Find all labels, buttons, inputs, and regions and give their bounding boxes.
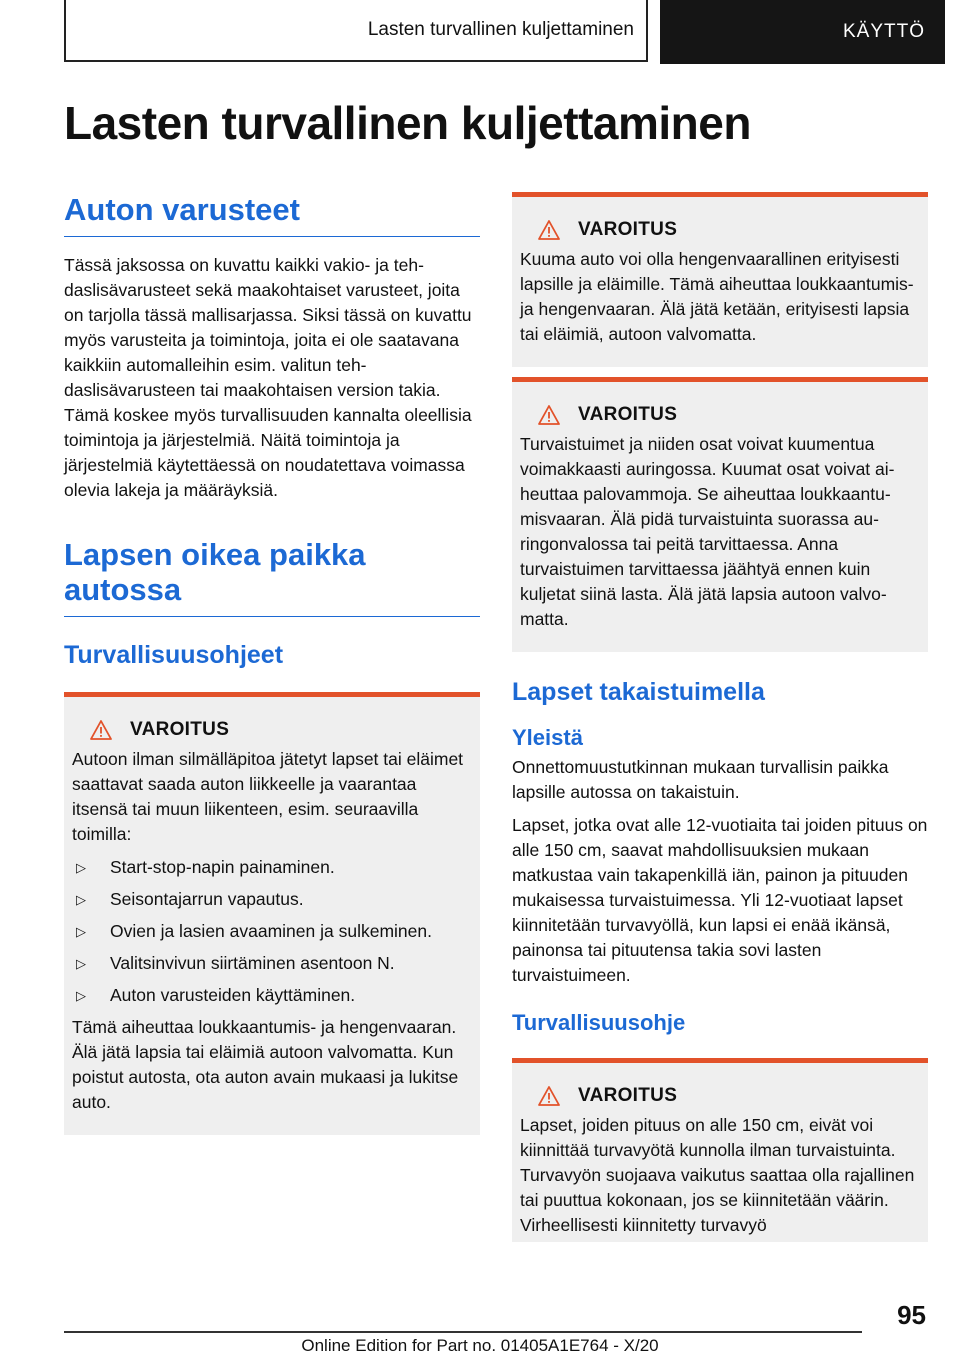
warning-triangle-icon bbox=[538, 220, 560, 240]
warning-triangle-icon bbox=[538, 1086, 560, 1106]
header-chapter-tab bbox=[660, 0, 945, 64]
warning-box-hot-seat bbox=[512, 377, 928, 652]
triangle-bullet-icon: ▷ bbox=[76, 891, 86, 907]
header-section-title: Lasten turvallinen kuljettaminen bbox=[367, 19, 634, 40]
left-column bbox=[64, 192, 480, 1135]
warning-text: Kuuma auto voi olla hengenvaarallinen erityisesti lapsille ja eläimille. Tämä aiheuttaa loukkaantumis- ja hengenvaaran. Älä jätä ketään, erityisesti lapsia tai eläimiä, autoon valvomatta. bbox=[520, 249, 914, 344]
footer-divider bbox=[64, 1331, 862, 1333]
header-chapter-label: KÄYTTÖ bbox=[842, 21, 925, 42]
warning-box-left bbox=[64, 692, 480, 1135]
warning-title: VAROITUS bbox=[578, 1085, 678, 1106]
heading-lapsen-paikka: Lapsen oikea paikka autossa bbox=[64, 537, 480, 617]
warning-title: VAROITUS bbox=[578, 404, 678, 425]
paragraph-safest-place: Onnettomuustutkinnan mukaan turvallisin paikka lapsille autossa on takaistuin. bbox=[512, 757, 889, 802]
header-section-tab bbox=[64, 0, 648, 62]
warning-box-seatbelt bbox=[512, 1058, 928, 1242]
triangle-bullet-icon: ▷ bbox=[76, 955, 86, 971]
heading-auton-varusteet: Auton varusteet bbox=[64, 192, 480, 237]
paragraph-child-seat: Lapset, jotka ovat alle 12-vuotiaita tai joiden pituus on alle 150 cm, saavat mahdollisuuksien mukaan matkustaa vain takapenkillä iän, painon ja pituuden mukaisessa turvaistuimessa. Yli 12-vuotiaat lapset kiinnitetään turvavyöllä, kun lapsi ei enää ikänsä, painonsa tai pituutensa takia sovi lasten turvaistuimeen. bbox=[512, 815, 928, 985]
triangle-bullet-icon: ▷ bbox=[76, 987, 86, 1003]
warning-outro: Tämä aiheuttaa loukkaantumis- ja hengenvaaran. Älä jätä lapsia tai eläimiä autoon valvomatta. Kun poistut autosta, ota auton avain mukaasi ja lukitse auto. bbox=[72, 1016, 459, 1112]
warning-title: VAROITUS bbox=[578, 219, 678, 240]
warning-text: Turvaistuimet ja niiden osat voivat kuumentua voimakkaasti auringossa. Kuumat osat voivat aiheuttaa palovammoja. Se aiheuttaa loukkaantumisvaaran. Älä pidä turvaistuinta suorassa auringonvalossa tai peitä tarvittaessa. Anna turvaistuimen tarvittaessa jäähtyä ennen kuin kuljetat siinä lasta. Älä jätä lapsia autoon valvomatta. bbox=[520, 434, 895, 629]
warning-triangle-icon bbox=[90, 720, 112, 740]
warning-triangle-icon bbox=[538, 405, 560, 425]
heading-lapset-takaistuimella: Lapset takaistuimella bbox=[512, 678, 765, 706]
triangle-bullet-icon: ▷ bbox=[76, 859, 86, 875]
page-number: 95 bbox=[897, 1300, 926, 1330]
list-item: ▷ Auton varusteiden käyttäminen. bbox=[72, 983, 472, 1008]
list-item: ▷ Valitsinvivun siirtäminen asentoon N. bbox=[72, 951, 472, 976]
warning-list bbox=[72, 855, 472, 1008]
list-item: ▷ Seisontajarrun vapautus. bbox=[72, 887, 472, 912]
warning-intro: Autoon ilman silmälläpitoa jätetyt lapset tai eläimet saattavat saada auton liikkeelle ja vaarantaa itsensä tai muun liikenteen, esim. seuraavilla toimilla: bbox=[72, 748, 464, 844]
footer-edition: Online Edition for Part no. 01405A1E764 - X/20 bbox=[301, 1336, 659, 1355]
page-title: Lasten turvallinen kuljettaminen bbox=[64, 97, 751, 149]
heading-yleista: Yleistä bbox=[512, 725, 583, 750]
warning-title: VAROITUS bbox=[130, 718, 230, 740]
right-column bbox=[512, 192, 928, 1242]
warning-box-hot-car bbox=[512, 192, 928, 367]
paragraph-equipment: Tässä jaksossa on kuvattu kaikki vakio- ja tehdaslisävarusteet sekä maakohtaiset varusteet, joita on tarjolla tässä mallisarjassa. Siksi tässä on kuvattu myös varusteita ja toimintoja, joita ei ole saatavana kaikkiin automalleihin esim. valitun tehdaslisävarusteen tai maakohtaisen version takia. Tämä koskee myös turvallisuuden kannalta oleellisia toimintoja ja järjestelmiä. Näitä toimintoja ja järjestelmiä käytettäessä on noudatettava voimassa olevia lakeja ja määräyksiä. bbox=[64, 254, 472, 500]
warning-text: Lapset, joiden pituus on alle 150 cm, eivät voi kiinnittää turvavyötä kunnolla ilman turvaistuinta. Turvavyön suojaava vaikutus saattaa olla rajallinen tai puuttua kokonaan, jos se kiinnitetään väärin. Virheellisesti kiinnitetty turvavyö bbox=[520, 1115, 915, 1235]
list-item: ▷ Start-stop-napin painaminen. bbox=[72, 855, 472, 880]
heading-turvallisuusohjeet: Turvallisuusohjeet bbox=[64, 640, 284, 669]
triangle-bullet-icon: ▷ bbox=[76, 923, 86, 939]
list-item: ▷ Ovien ja lasien avaaminen ja sulkeminen. bbox=[72, 919, 472, 944]
heading-turvallisuusohje: Turvallisuusohje bbox=[512, 1010, 686, 1035]
